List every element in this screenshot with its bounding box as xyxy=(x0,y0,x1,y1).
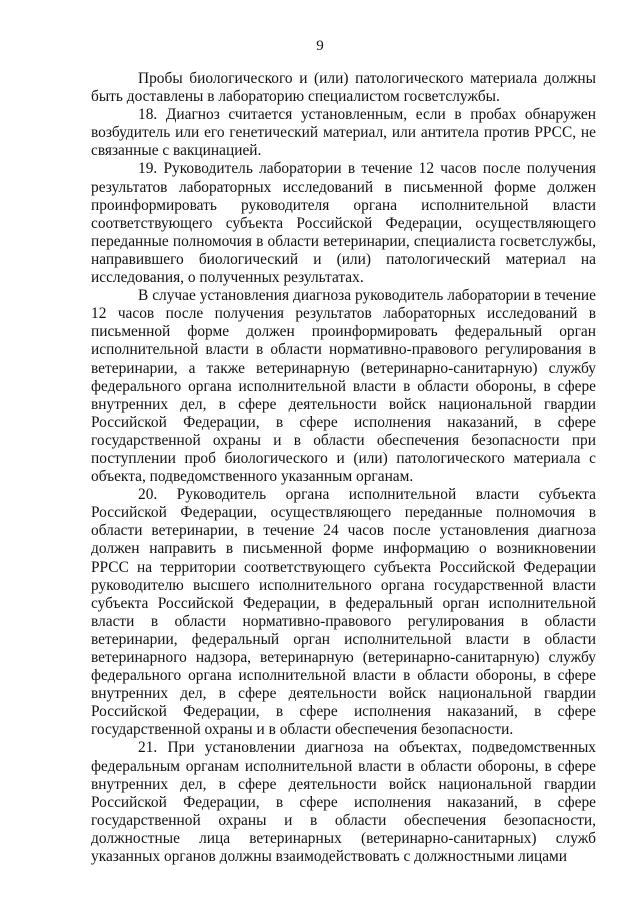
paragraph-20-authority-head: 20. Руководитель органа исполнительной власти субъекта Российской Федерации, осуществляющего переданные полномочия в области ветеринарии, в течение 24 часов после установления диагноза должен направить в письменной форме информацию о возникновении РРСС на территории соответствующего субъекта Российской Федерации руководителю высшего исполнительного органа государственной власти субъекта Российской Федерации, в федеральный орган исполнительной власти в области нормативно-правового регулирования в области ветеринарии, федеральный орган исполнительной власти в области ветеринарного надзора, ветеринарную (ветеринарно-санитарную) службу федерального органа исполнительной власти в области обороны, в сфере внутренних дел, в сфере деятельности войск национальной гвардии Российской Федерации, в сфере исполнения наказаний, в сфере государственной охраны и в области обеспечения безопасности. xyxy=(91,486,596,739)
page-number: 9 xyxy=(316,38,324,54)
paragraph-18-diagnosis: 18. Диагноз считается установленным, если в пробах обнаружен возбудитель или его генетический материал, или антитела против РРСС, не связанные с вакцинацией. xyxy=(91,106,596,160)
document-body xyxy=(91,70,596,866)
paragraph-19-lab-head: 19. Руководитель лаборатории в течение 12 часов после получения результатов лабораторных исследований в письменной форме должен проинформировать руководителя органа исполнительной власти соответствующего субъекта Российской Федерации, осуществляющего переданные полномочия в области ветеринарии, специалиста госветслужбы, направившего биологический и (или) патологический материал на исследования, о полученных результатах. xyxy=(91,160,596,287)
paragraph-21-federal-objects: 21. При установлении диагноза на объектах, подведомственных федеральным органам исполнительной власти в области обороны, в сфере внутренних дел, в сфере деятельности войск национальной гвардии Российской Федерации, в сфере исполнения наказаний, в сфере государственной охраны и в области обеспечения безопасности, должностные лица ветеринарных (ветеринарно-санитарных) служб указанных органов должны взаимодействовать с должностными лицами xyxy=(91,739,596,866)
paragraph-samples-delivery: Пробы биологического и (или) патологического материала должны быть доставлены в лабораторию специалистом госветслужбы. xyxy=(91,70,596,106)
paragraph-19-case-diagnosis: В случае установления диагноза руководитель лаборатории в течение 12 часов после получения результатов лабораторных исследований в письменной форме должен проинформировать федеральный орган исполнительной власти в области нормативно-правового регулирования в ветеринарии, а также ветеринарную (ветеринарно-санитарную) службу федерального органа исполнительной власти в области обороны, в сфере внутренних дел, в сфере деятельности войск национальной гвардии Российской Федерации, в сфере исполнения наказаний, в сфере государственной охраны и в области обеспечения безопасности при поступлении проб биологического и (или) патологического материала с объекта, подведомственного указанным органам. xyxy=(91,287,596,486)
